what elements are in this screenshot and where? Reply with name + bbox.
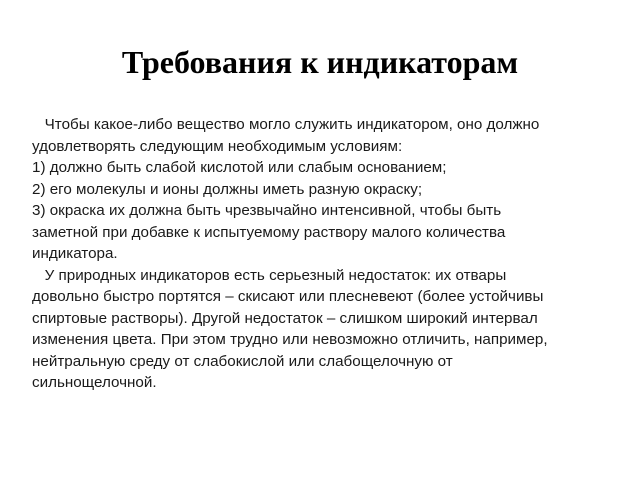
body-line: индикатора. [32,245,118,262]
body-line: довольно быстро портятся – скисают или плесневеют (более устойчивы [32,288,544,305]
body-line: сильнощелочной. [32,374,157,391]
body-line: 2) его молекулы и ионы должны иметь разную окраску; [32,180,423,198]
body-line: 1) должно быть слабой кислотой или слабым основанием; [32,159,447,176]
slide-title: Требования к индикаторам [121,44,519,80]
slide-body-text [32,114,592,394]
body-line: удовлетворять следующим необходимым условиям: [32,137,403,155]
body-line: У природных индикаторов есть серьезный недостаток: их отвары [32,266,507,284]
body-line: 3) окраска их должна быть чрезвычайно интенсивной, чтобы быть [32,202,502,219]
body-line: заметной при добавке к испытуемому раствору малого количества [32,223,506,241]
body-line: спиртовые растворы). Другой недостаток – слишком широкий интервал [32,309,538,327]
body-line: изменения цвета. При этом трудно или невозможно отличить, например, [32,331,548,348]
body-line: нейтральную среду от слабокислой или слабощелочную от [32,352,453,370]
body-line: Чтобы какое-либо вещество могло служить индикатором, оно должно [32,116,540,133]
